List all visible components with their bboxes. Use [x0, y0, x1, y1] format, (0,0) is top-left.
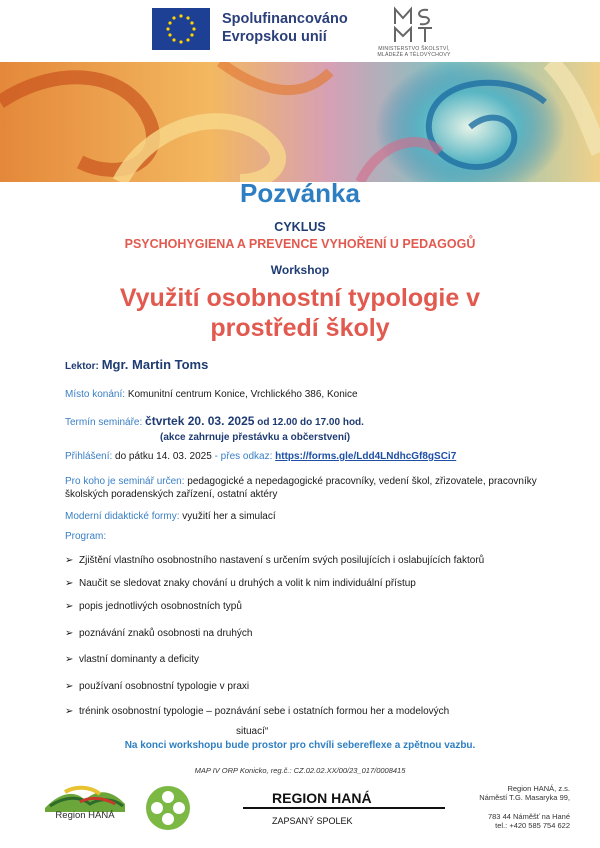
arrow-bullet-icon: ➢ — [65, 654, 74, 665]
arrow-bullet-icon: ➢ — [65, 555, 74, 566]
signup-link[interactable]: https://forms.gle/Ldd4LNdhcGf8gSCi7 — [275, 451, 457, 462]
region-hana-logo — [45, 782, 125, 830]
lecturer-line: Lektor: Mgr. Martin Toms — [65, 357, 209, 372]
arrow-bullet-icon: ➢ — [65, 706, 74, 717]
term-line: Termín semináře: čtvrtek 20. 03. 2025 od 12.00 do 17.00 hod. — [65, 414, 364, 428]
arrow-bullet-icon: ➢ — [65, 681, 74, 692]
msmt-logo: MINISTERSTVO ŠKOLSTVÍ, MLÁDEŽE A TĚLOVÝCHOVY — [370, 6, 458, 58]
program-item: ➢ poznávání znaků osobnosti na druhých — [65, 628, 253, 639]
place-line: Místo konání: Komunitní centrum Konice, Vrchlického 386, Konice — [65, 389, 358, 400]
eu-flag-logo — [152, 8, 210, 50]
org-divider — [243, 807, 445, 809]
cycle-name: PSYCHOHYGIENA A PREVENCE VYHOŘENÍ U PEDAGOGŮ — [124, 237, 476, 251]
cycle-label: CYKLUS — [274, 220, 326, 234]
program-label: Program: — [65, 531, 107, 542]
audience-line: Pro koho je seminář určen: pedagogické a nepedagogické pracovníky, vedení škol, zřizovatele, pracovníky školských poradenských zařízení, ostatní aktéry — [65, 476, 537, 500]
signup-line: Přihlášení: do pátku 14. 03. 2025 - přes odkaz: https://forms.gle/Ldd4LNdhcGf8gSCi7 — [65, 451, 457, 462]
program-item: ➢ používaní osobnostní typologie v praxi — [65, 681, 250, 692]
hills-icon — [45, 782, 125, 812]
msmt-emblem-icon — [392, 6, 436, 44]
arrow-bullet-icon: ➢ — [65, 628, 74, 639]
program-item: ➢ Zjištění vlastního osobnostního nastavení s určením svých posilujících i oslabujících faktorů — [65, 555, 485, 566]
address-block-bottom: 783 44 Náměšť na Hané tel.: +420 585 754 622 — [487, 812, 570, 830]
address-block-top: Region HANÁ, z.s. Náměstí T.G. Masaryka 99, — [479, 784, 570, 802]
workshop-title: Využití osobnostní typologie v prostředí školy — [119, 284, 481, 342]
arrow-bullet-icon: ➢ — [65, 601, 74, 612]
program-item: ➢ vlastní dominanty a deficity — [65, 654, 200, 665]
program-item-continuation: situací“ — [236, 726, 269, 737]
page-title: Pozvánka — [240, 178, 360, 208]
program-item: ➢ trénink osobnostní typologie – poznávání sebe i ostatních formou her a modelových — [65, 706, 450, 717]
closing-note: Na konci workshopu bude prostor pro chvíli sebereflexe a zpětnou vazbu. — [124, 740, 476, 751]
project-reference: MAP IV ORP Konicko, reg.č.: CZ.02.02.XX/00/23_017/0008415 — [194, 766, 406, 775]
program-item: ➢ Naučit se sledovat znaky chování u druhých a volit k nim individuální přístup — [65, 578, 416, 589]
program-item: ➢ popis jednotlivých osobnostních typů — [65, 601, 242, 612]
term-note: (akce zahrnuje přestávku a občerstvení) — [160, 432, 351, 443]
decorative-banner — [0, 62, 600, 182]
clover-logo-icon — [145, 785, 191, 831]
org-name: REGION HANÁ — [272, 790, 372, 806]
org-type: ZAPSANÝ SPOLEK — [272, 816, 353, 826]
forms-line: Moderní didaktické formy: využití her a simulací — [65, 511, 276, 522]
arrow-bullet-icon: ➢ — [65, 578, 74, 589]
region-hana-logo-text: Region HANÁ — [55, 810, 115, 821]
eu-cofinance-text: Spolufinancováno Evropskou unií — [222, 11, 348, 45]
workshop-label: Workshop — [270, 263, 330, 277]
